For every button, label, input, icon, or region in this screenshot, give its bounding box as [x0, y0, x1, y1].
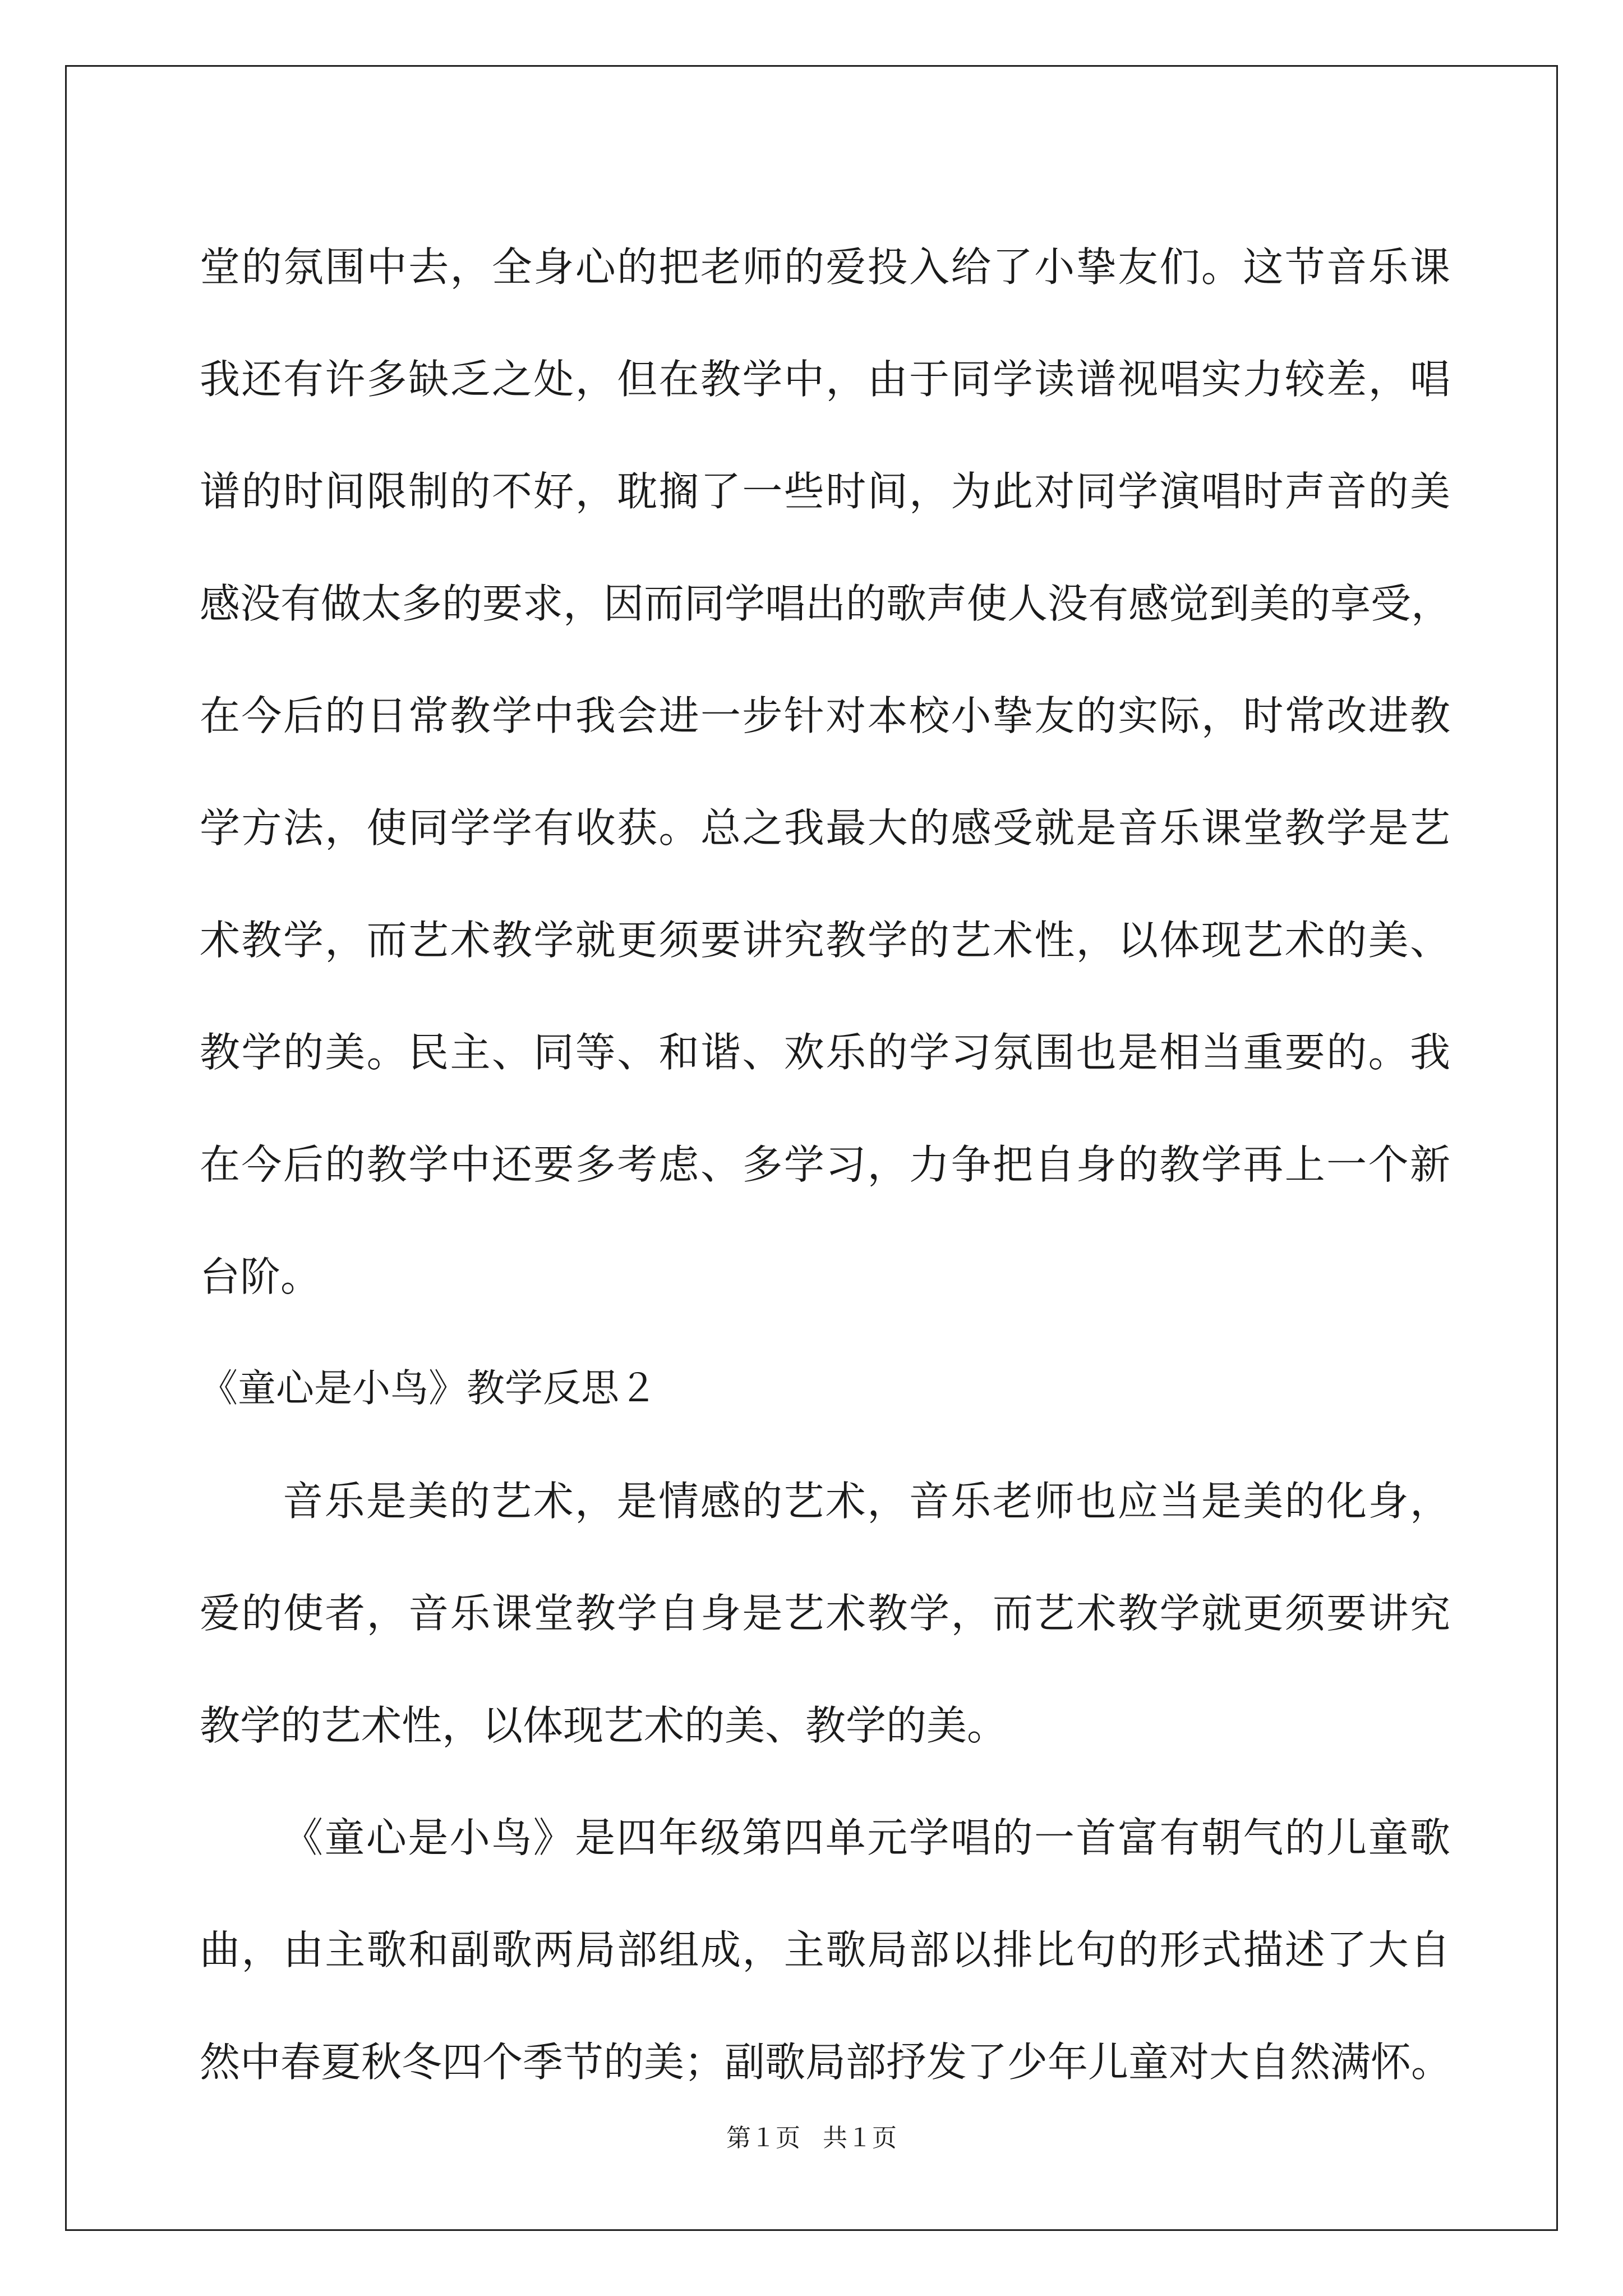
text-line: 在今后的日常教学中我会进一步针对本校小挚友的实际，时常改进教: [200, 692, 1450, 739]
paragraph-2: [200, 1445, 1450, 1782]
text-line: 台阶。: [200, 1253, 321, 1300]
document-body: [200, 211, 1450, 2118]
text-line: 音乐是美的艺术，是情感的艺术，音乐老师也应当是美的化身，: [283, 1478, 1450, 1525]
text-line: 曲，由主歌和副歌两局部组成，主歌局部以排比句的形式描述了大自: [200, 1926, 1450, 1973]
text-line: 在今后的教学中还要多考虑、多学习，力争把自身的教学再上一个新: [200, 1141, 1450, 1188]
text-line: 感没有做太多的要求，因而同学唱出的歌声使人没有感觉到美的享受，: [200, 580, 1452, 627]
section-heading: 《童心是小鸟》教学反思２: [200, 1366, 658, 1411]
text-line: 《童心是小鸟》是四年级第四单元学唱的一首富有朝气的儿童歌: [283, 1814, 1450, 1861]
text-line: 术教学，而艺术教学就更须要讲究教学的艺术性，以体现艺术的美、: [200, 917, 1450, 964]
text-line: 教学的美。民主、同等、和谐、欢乐的学习氛围也是相当重要的。我: [200, 1029, 1450, 1076]
text-line: 爱的使者，音乐课堂教学自身是艺术教学，而艺术教学就更须要讲究: [200, 1590, 1450, 1637]
page-footer: [0, 2118, 1623, 2154]
paragraph-1: [200, 211, 1450, 1333]
text-line: 堂的氛围中去，全身心的把老师的爱投入给了小挚友们。这节音乐课: [200, 243, 1450, 291]
text-line: 学方法，使同学学有收获。总之我最大的感受就是音乐课堂教学是艺: [200, 804, 1450, 852]
text-line: 教学的艺术性，以体现艺术的美、教学的美。: [200, 1702, 1008, 1749]
text-line: 我还有许多缺乏之处，但在教学中，由于同学读谱视唱实力较差，唱: [200, 356, 1450, 403]
text-line: 然中春夏秋冬四个季节的美；副歌局部抒发了少年儿童对大自然满怀。: [200, 2039, 1452, 2086]
text-line: 谱的时间限制的不好，耽搁了一些时间，为此对同学演唱时声音的美: [200, 468, 1450, 515]
page-number: 第１页: [726, 2124, 800, 2152]
page-total: 共１页: [823, 2124, 897, 2152]
paragraph-3: [200, 1782, 1450, 2118]
